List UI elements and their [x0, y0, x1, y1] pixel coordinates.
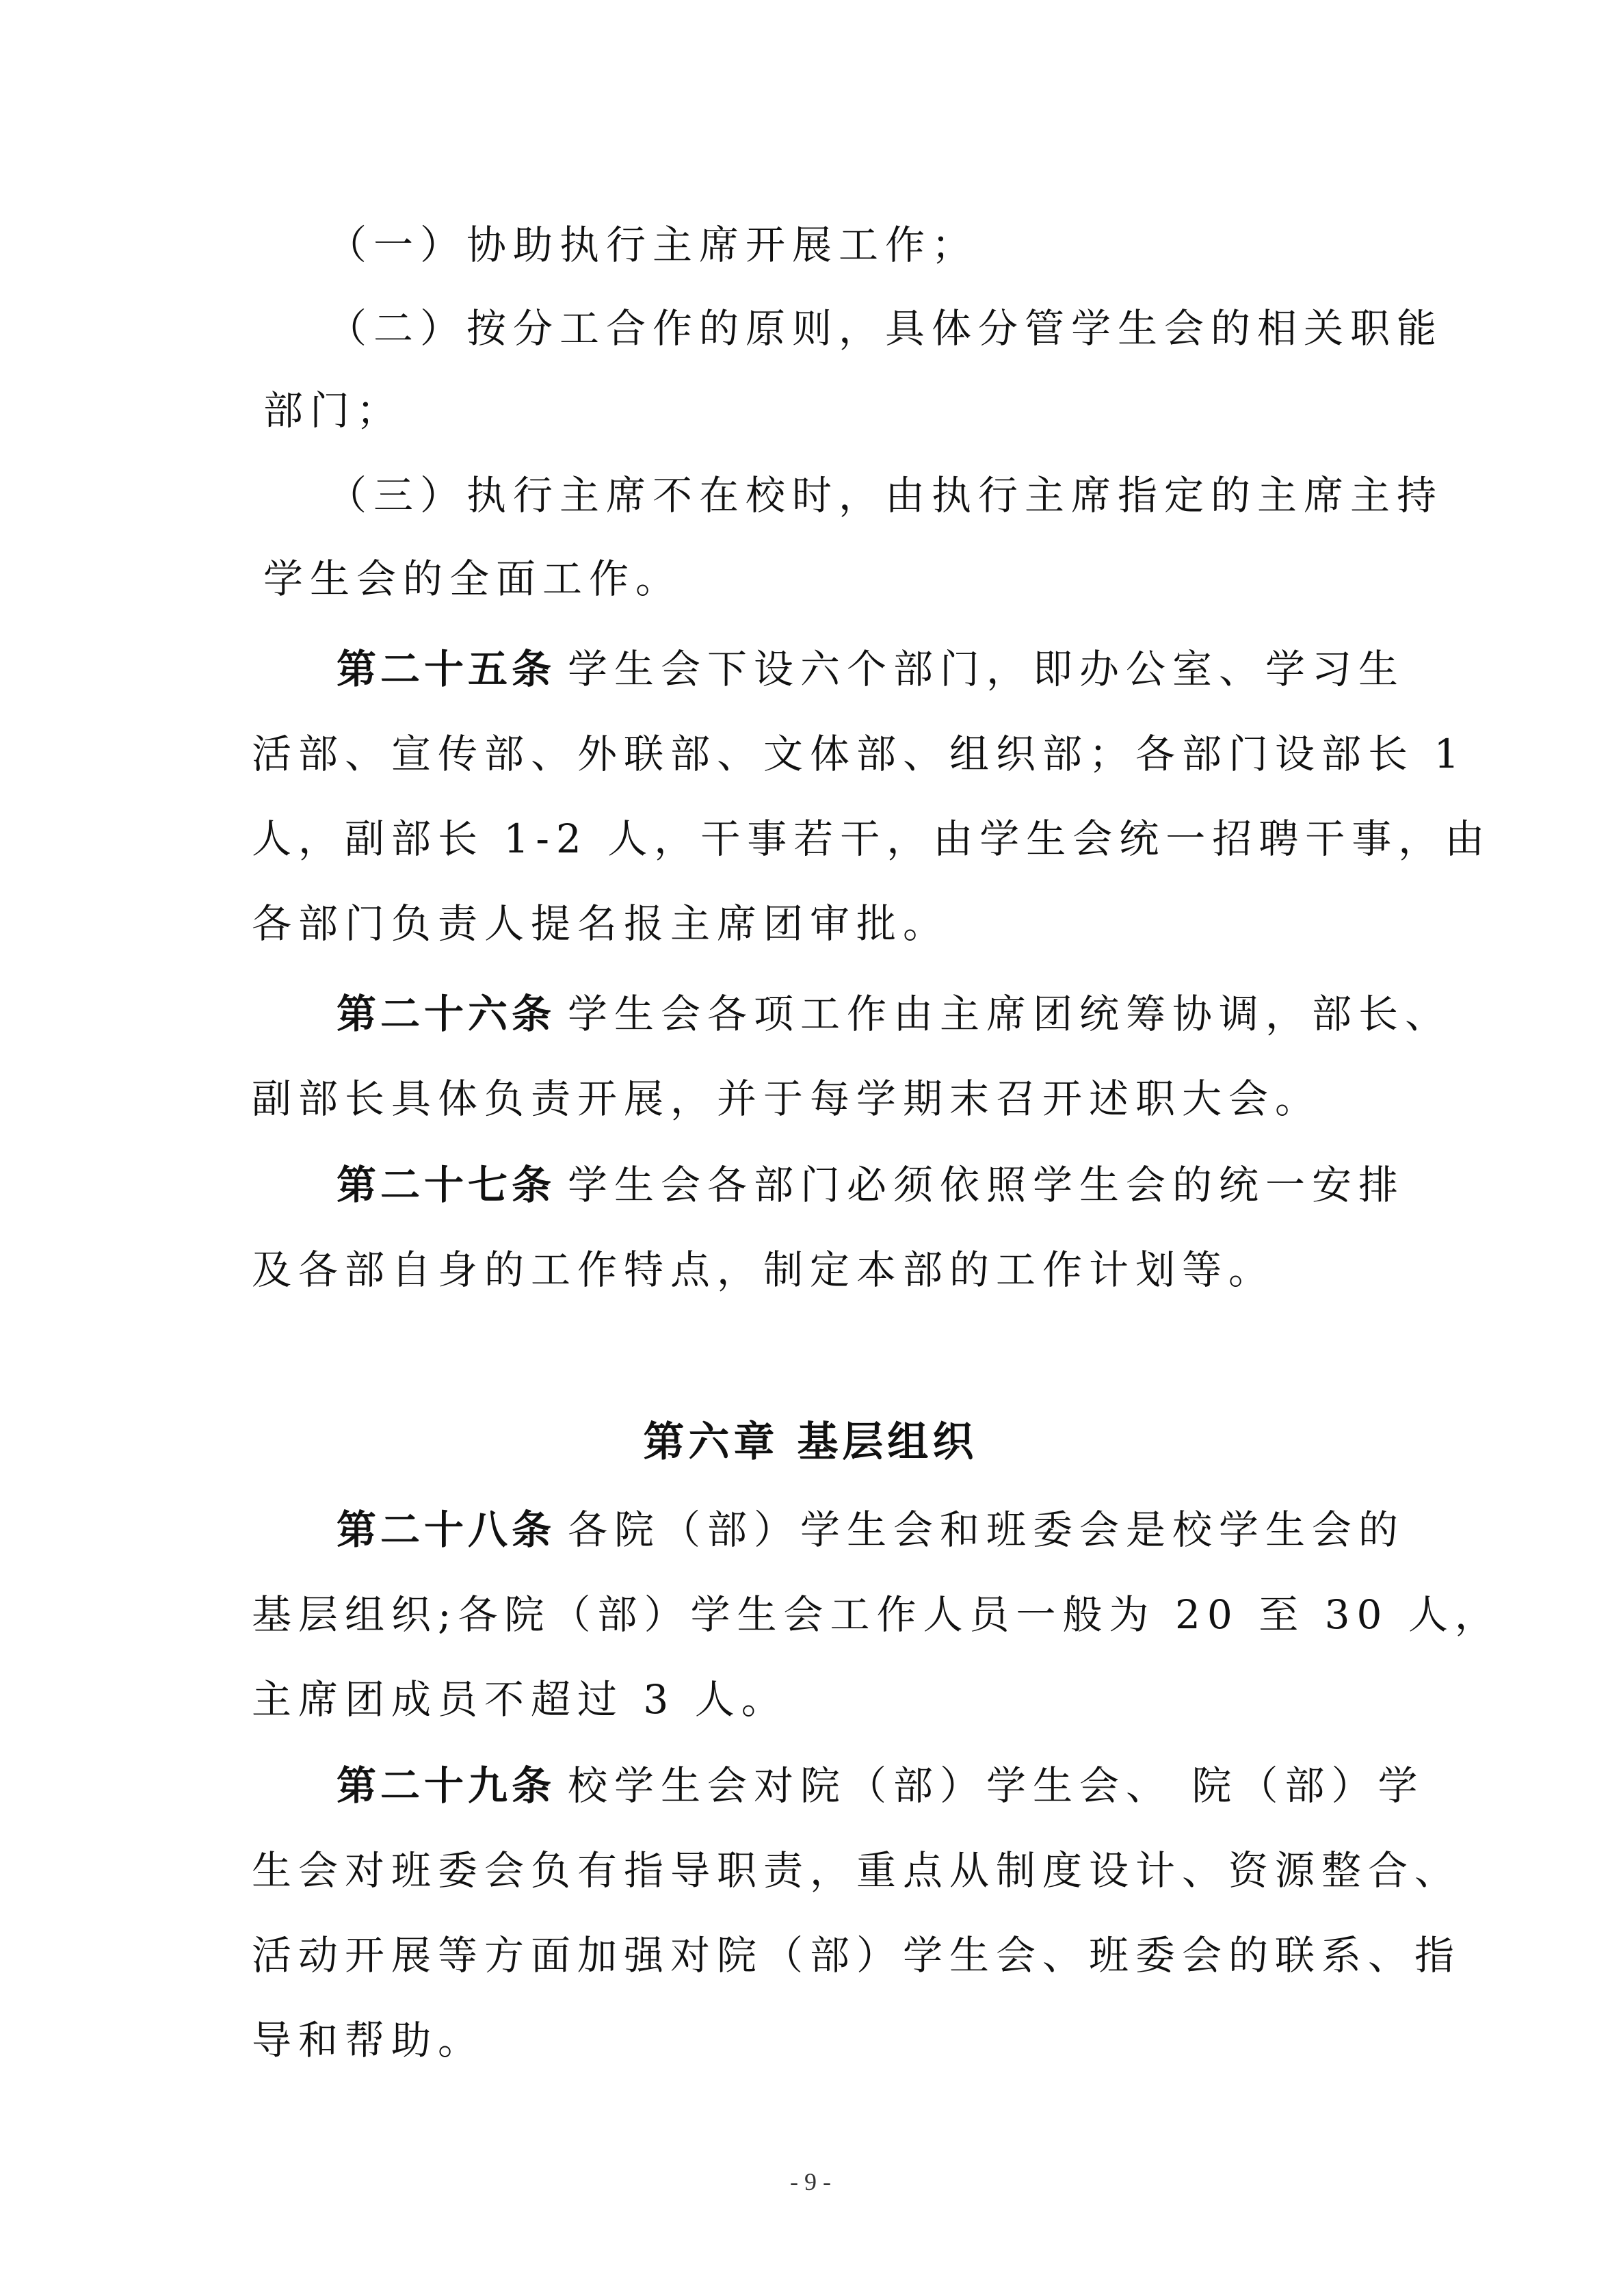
article-29-title: 第二十九条 — [337, 1762, 556, 1809]
article-27-title: 第二十七条 — [337, 1162, 556, 1208]
article-28-title: 第二十八条 — [337, 1506, 556, 1553]
paragraph-line — [252, 2013, 484, 2067]
paragraph-line — [252, 1071, 1321, 1126]
paragraph-line — [252, 1928, 1461, 1983]
line-text: 学生会下设六个部门，即办公室、学习生 — [568, 646, 1406, 692]
paragraph-line — [252, 896, 949, 951]
paragraph-line — [252, 1587, 1501, 1642]
chapter-heading: 第六章 基层组织 — [643, 1418, 978, 1466]
line-text: 各院（部）学生会和班委会是校学生会的 — [568, 1506, 1406, 1553]
article-27-line — [337, 1158, 1405, 1212]
line-text: 各部门负责人提名报主席团审批。 — [252, 900, 950, 947]
paragraph-line — [252, 727, 1466, 781]
line-text: 学生会的全面工作。 — [263, 556, 683, 602]
line-text: 学生会各部门必须依照学生会的统一安排 — [568, 1162, 1406, 1208]
article-25-line — [337, 642, 1405, 696]
article-29-line — [337, 1758, 1424, 1813]
paragraph-line — [263, 383, 403, 438]
line-text: 基层组织;各院（部）学生会工作人员一般为 20 至 30 人， — [252, 1591, 1501, 1638]
paragraph-line — [327, 218, 978, 272]
line-text: 副部长具体负责开展，并于每学期末召开述职大会。 — [252, 1075, 1322, 1122]
line-text: （一）协助执行主席开展工作； — [327, 222, 979, 268]
paragraph-line — [263, 551, 682, 606]
line-text: 部门； — [263, 387, 404, 434]
line-text: 主席团成员不超过 3 人。 — [252, 1676, 788, 1723]
line-text: 生会对班委会负有指导职责，重点从制度设计、资源整合、 — [252, 1847, 1462, 1894]
paragraph-line — [252, 811, 1491, 866]
line-text: 及各部自身的工作特点，制定本部的工作计划等。 — [252, 1247, 1276, 1293]
line-text: 活部、宣传部、外联部、文体部、组织部；各部门设部长 1 — [252, 731, 1466, 777]
line-text: 校学生会对院（部）学生会、 院（部）学 — [568, 1762, 1425, 1809]
line-text: 人，副部长 1-2 人，干事若干，由学生会统一招聘干事，由 — [252, 816, 1492, 862]
paragraph-line — [252, 1672, 788, 1727]
line-text: （三）执行主席不在校时，由执行主席指定的主席主持 — [327, 472, 1444, 519]
article-26-line — [337, 987, 1451, 1041]
paragraph-line — [327, 301, 1443, 356]
page-number: - 9 - — [790, 2168, 831, 2195]
article-25-title: 第二十五条 — [337, 646, 556, 692]
line-text: 活动开展等方面加强对院（部）学生会、班委会的联系、指 — [252, 1932, 1462, 1979]
line-text: 学生会各项工作由主席团统筹协调，部长、 — [568, 991, 1452, 1037]
paragraph-line — [252, 1242, 1275, 1297]
article-28-line — [337, 1502, 1405, 1557]
line-text: 导和帮助。 — [252, 2017, 485, 2063]
line-text: （二）按分工合作的原则，具体分管学生会的相关职能 — [327, 305, 1444, 352]
article-26-title: 第二十六条 — [337, 991, 556, 1037]
paragraph-line — [327, 468, 1443, 523]
paragraph-line — [252, 1843, 1461, 1898]
